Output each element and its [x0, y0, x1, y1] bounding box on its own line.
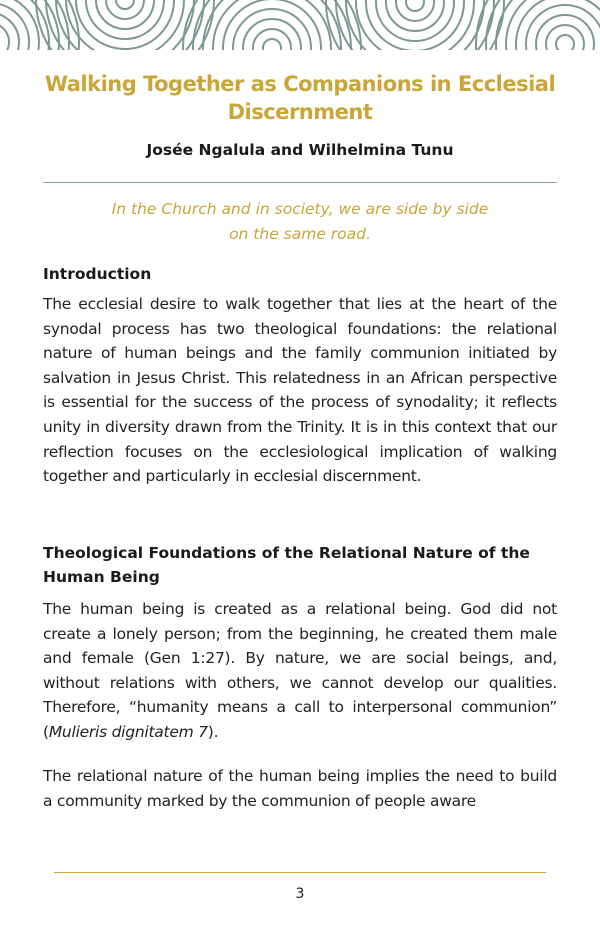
banner-arc-ring — [116, 0, 134, 9]
title-divider — [43, 182, 557, 183]
banner-arc-ring — [536, 15, 594, 50]
banner-arc-ring — [223, 0, 321, 50]
banner-arc-ring — [213, 0, 331, 50]
banner-arc-ring — [546, 25, 584, 50]
foundations-paragraph-1-text: The human being is created as a relational being. God did not create a lonely person; from the beginning, he created them male and female (Gen 1:27). By nature, we are social beings, and, without relations with others, we cannot develop our qualities. Therefore, “humanity means a call to interpersonal communion” ( — [43, 600, 557, 741]
banner-arc-ring — [263, 39, 281, 50]
section-heading-theological-foundations: Theological Foundations of the Relational Nature of the Human Being — [43, 544, 530, 586]
foundations-paragraph-1-end: ). — [207, 722, 219, 741]
banner-arc-ring — [386, 0, 444, 31]
foundations-paragraph-1 — [43, 597, 557, 745]
foundations-paragraph-2: The relational nature of the human being implies the need to build a community marked by the communion of people aware — [43, 767, 557, 810]
banner-arc-ring — [36, 0, 214, 50]
banner-arc-ring — [0, 23, 9, 50]
banner-arc-ring — [406, 0, 424, 11]
banner-arc-ring — [556, 35, 574, 50]
epigraph-quote — [60, 197, 540, 247]
citation-mulieris-dignitatem: Mulieris dignitatem 7 — [48, 722, 208, 741]
banner-arc-ring — [366, 0, 464, 50]
author-names: Josée Ngalula and Wilhelmina Tunu — [146, 141, 454, 159]
decorative-concentric-arcs-banner — [0, 0, 600, 50]
epigraph-line-2: on the same road. — [229, 225, 371, 243]
banner-arc-ring — [356, 0, 474, 50]
banner-arc-ring — [76, 0, 174, 49]
banner-arc-ring — [243, 19, 301, 50]
introduction-paragraph: The ecclesial desire to walk together that lies at the heart of the synodal process has two theological foundations: the relational nature of human beings and the family communion initiated by salvation in Jesus Christ. This relatedness in an African perspective is essential for the success of the process of synodality; it reflects unity in diversity drawn from the Trinity. It is in this context that our reflection focuses on the ecclesiological implication of walking together and particularly in ecclesial discernment. — [43, 295, 557, 486]
section-heading-introduction: Introduction — [43, 265, 152, 283]
banner-arc-ring — [96, 0, 154, 29]
page-number: 3 — [295, 886, 305, 902]
article-title: Walking Together as Companions in Ecclesial Discernment — [44, 72, 556, 124]
epigraph-line-1: In the Church and in society, we are side by side — [111, 200, 489, 218]
footer-divider — [54, 872, 546, 873]
